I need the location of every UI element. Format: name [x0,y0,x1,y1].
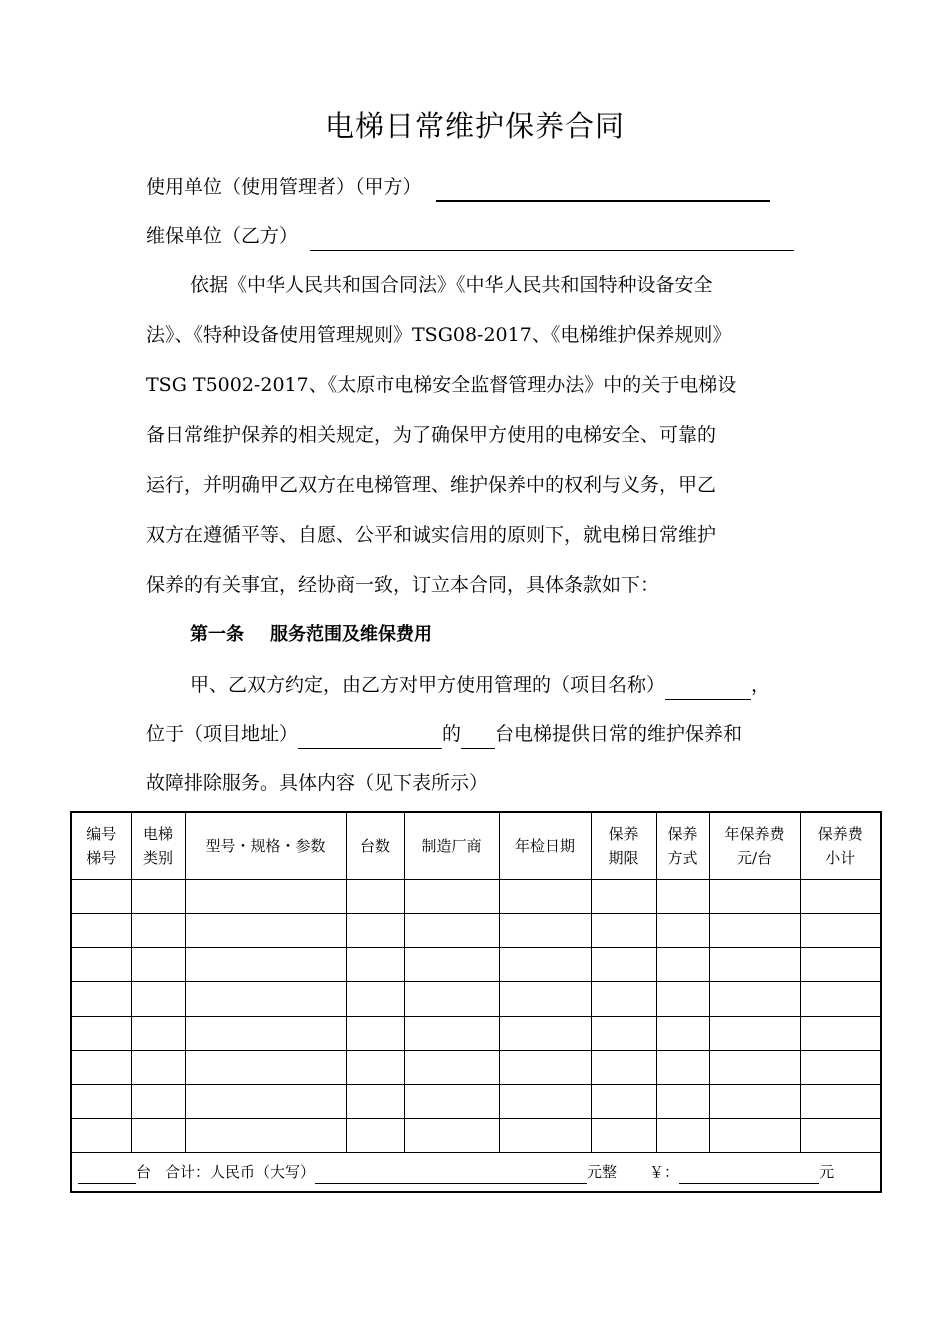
table-cell[interactable] [800,914,881,948]
paragraph-line: 法》、《特种设备使用管理规则》TSG08-2017、《电梯维护保养规则》 [146,324,732,346]
article-title: 服务范围及维保费用 [270,624,432,645]
table-cell[interactable] [131,948,185,982]
table-cell[interactable] [656,982,709,1016]
table-cell[interactable] [656,1050,709,1084]
project-name-blank[interactable] [665,677,751,700]
table-cell[interactable] [800,880,881,914]
yuan-label: 元 [819,1163,835,1181]
table-cell[interactable] [404,982,499,1016]
service-text: 甲、乙双方约定，由乙方对甲方使用管理的（项目名称） [190,674,666,696]
table-cell[interactable] [709,1084,800,1118]
elevator-table [70,811,882,1193]
table-cell[interactable] [346,1118,404,1152]
total-cell [71,1153,881,1193]
table-cell[interactable] [71,914,131,948]
table-cell[interactable] [346,1084,404,1118]
table-cell[interactable] [404,880,499,914]
table-cell[interactable] [346,982,404,1016]
table-cell[interactable] [800,1050,881,1084]
table-cell[interactable] [404,1118,499,1152]
article-number: 第一条 [190,624,244,645]
currency-symbol: ￥： [649,1163,680,1181]
header-maintenance-term: 保养 期限 [591,812,656,880]
table-cell[interactable] [656,914,709,948]
party-a-blank[interactable] [436,178,770,202]
service-line-3: 故障排除服务。具体内容（见下表所示） [146,772,489,794]
header-annual-fee: 年保养费 元/台 [709,812,800,880]
table-cell[interactable] [131,1118,185,1152]
table-cell[interactable] [404,914,499,948]
table-cell[interactable] [800,1084,881,1118]
table-cell[interactable] [709,914,800,948]
header-quantity: 台数 [346,812,404,880]
paragraph-line: 保养的有关事宜，经协商一致，订立本合同，具体条款如下： [146,574,660,596]
table-cell[interactable] [346,914,404,948]
party-b-label: 维保单位（乙方） [146,225,299,247]
total-label: 合计：人民币（大写） [165,1163,316,1181]
table-body [71,880,881,1153]
table-cell[interactable] [131,1050,185,1084]
service-text-suffix: 台电梯提供日常的维护保养和 [495,723,743,745]
table-cell[interactable] [499,1118,591,1152]
table-cell[interactable] [656,1118,709,1152]
table-cell[interactable] [404,1084,499,1118]
table-cell[interactable] [499,948,591,982]
party-b-line [146,221,806,251]
service-line-2 [146,719,806,749]
table-cell[interactable] [71,1084,131,1118]
table-header-row [71,812,881,880]
party-a-label: 使用单位（使用管理者）（甲方） [146,176,422,198]
article-1-heading [190,620,432,650]
project-address-blank[interactable] [298,726,442,749]
project-address-label: 位于（项目地址） [146,723,299,745]
total-amount-figures-blank[interactable] [679,1165,819,1184]
total-units-blank[interactable] [78,1165,136,1184]
table-row [71,880,881,914]
table-cell[interactable] [591,1118,656,1152]
table-row [71,1084,881,1118]
table-cell[interactable] [800,982,881,1016]
table-cell[interactable] [800,948,881,982]
table-cell[interactable] [185,914,346,948]
table-footer-row [71,1153,881,1193]
table-cell[interactable] [499,1016,591,1050]
header-model-spec: 型号・规格・参数 [185,812,346,880]
party-a-line [146,172,806,202]
table-cell[interactable] [499,1084,591,1118]
table-row [71,1118,881,1152]
table-row [71,1016,881,1050]
table-cell[interactable] [709,1016,800,1050]
table-cell[interactable] [591,1084,656,1118]
table-cell[interactable] [656,1016,709,1050]
table-cell[interactable] [346,948,404,982]
table-cell[interactable] [499,982,591,1016]
table-row [71,1050,881,1084]
table-cell[interactable] [71,880,131,914]
elevator-count-blank[interactable] [461,726,495,749]
table-cell[interactable] [656,948,709,982]
table-row [71,982,881,1016]
table-cell[interactable] [185,1084,346,1118]
paragraph-line: 双方在遵循平等、自愿、公平和诚实信用的原则下，就电梯日常维护 [146,524,717,546]
paragraph-line: TSG T5002-2017、《太原市电梯安全监督管理办法》中的关于电梯设 [146,374,737,396]
table-cell[interactable] [404,1050,499,1084]
table-cell[interactable] [709,948,800,982]
table-cell[interactable] [185,1050,346,1084]
table-cell[interactable] [131,880,185,914]
table-cell[interactable] [71,948,131,982]
table-cell[interactable] [131,982,185,1016]
table-cell[interactable] [346,880,404,914]
table-cell[interactable] [131,1084,185,1118]
table-cell[interactable] [71,1050,131,1084]
table-cell[interactable] [499,914,591,948]
document-title: 电梯日常维护保养合同 [324,109,625,143]
table-cell[interactable] [185,1016,346,1050]
table-cell[interactable] [709,1118,800,1152]
table-cell[interactable] [404,948,499,982]
table-cell[interactable] [404,1016,499,1050]
total-amount-words-blank[interactable] [315,1165,587,1184]
table-cell[interactable] [656,1084,709,1118]
party-b-blank[interactable] [310,228,794,251]
paragraph-line: 运行，并明确甲乙双方在电梯管理、维护保养中的权利与义务，甲乙 [146,474,717,496]
table-cell[interactable] [185,948,346,982]
table-cell[interactable] [709,1050,800,1084]
table-cell[interactable] [71,1016,131,1050]
paragraph-line: 依据《中华人民共和国合同法》《中华人民共和国特种设备安全 [190,274,713,296]
table-cell[interactable] [71,982,131,1016]
header-id-no: 编号 梯号 [71,812,131,880]
table-cell[interactable] [499,1050,591,1084]
table-cell[interactable] [591,982,656,1016]
service-text-end: ， [751,674,771,696]
header-inspection-date: 年检日期 [499,812,591,880]
service-text-of: 的 [442,723,462,745]
table-cell[interactable] [131,914,185,948]
table-row [71,914,881,948]
table-cell[interactable] [591,1050,656,1084]
table-cell[interactable] [71,1118,131,1152]
service-line-1 [190,670,806,700]
table-cell[interactable] [800,1118,881,1152]
table-cell[interactable] [800,1016,881,1050]
table-cell[interactable] [131,1016,185,1050]
table-cell[interactable] [656,880,709,914]
units-label: 台 [136,1163,152,1181]
table-cell[interactable] [591,914,656,948]
table-cell[interactable] [346,1050,404,1084]
table-cell[interactable] [591,948,656,982]
header-maintenance-method: 保养 方式 [656,812,709,880]
table-cell[interactable] [591,880,656,914]
paragraph-line: 备日常维护保养的相关规定，为了确保甲方使用的电梯安全、可靠的 [146,424,717,446]
table-row [71,948,881,982]
header-elevator-type: 电梯 类别 [131,812,185,880]
table-cell[interactable] [499,880,591,914]
table-cell[interactable] [709,880,800,914]
table-cell[interactable] [185,880,346,914]
table-cell[interactable] [185,982,346,1016]
table-cell[interactable] [185,1118,346,1152]
table-cell[interactable] [346,1016,404,1050]
yuan-whole-label: 元整 [587,1163,618,1181]
header-manufacturer: 制造厂商 [404,812,499,880]
table-cell[interactable] [709,982,800,1016]
table-cell[interactable] [591,1016,656,1050]
header-subtotal: 保养费 小计 [800,812,881,880]
